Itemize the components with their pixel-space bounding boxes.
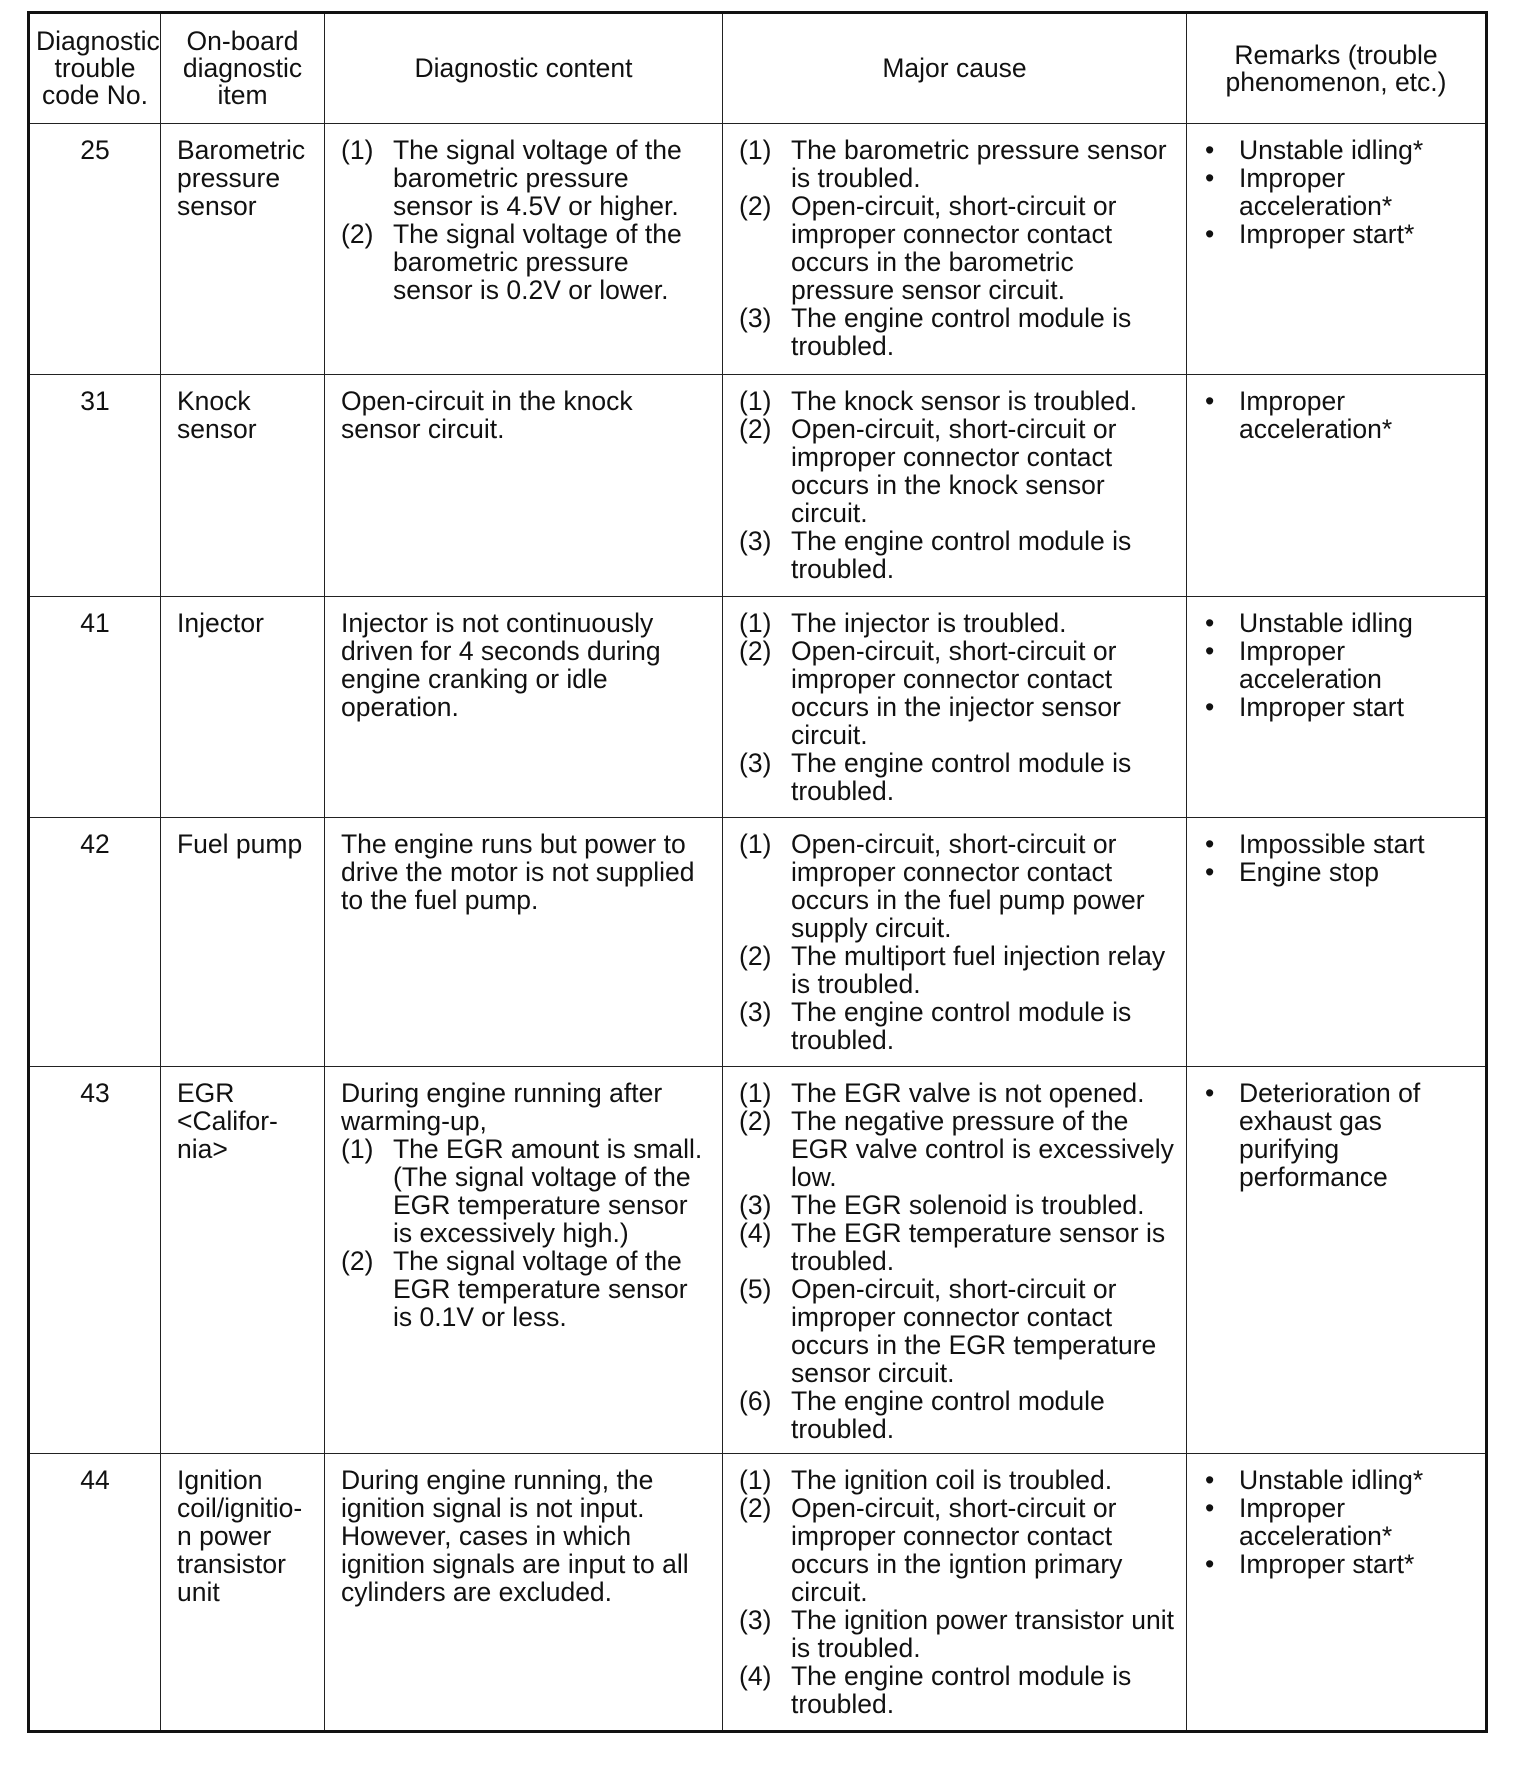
- remark-text: Improper acceleration*: [1239, 386, 1393, 444]
- remarks-cell: [1187, 1454, 1487, 1732]
- cause-item-text: The engine control module is troubled.: [791, 748, 1132, 806]
- content-item-text: The signal voltage of the barometric pressure sensor is 4.5V or higher.: [393, 135, 682, 221]
- content-item: [341, 220, 712, 304]
- code-cell: 44: [29, 1454, 161, 1732]
- remarks-cell: [1187, 818, 1487, 1067]
- content-intro: Injector is not continuously driven for 4 seconds during engine cranking or idle operation.: [341, 608, 661, 722]
- cause-item-number: (1): [739, 608, 772, 638]
- bullet-icon: •: [1205, 1493, 1215, 1523]
- cause-item-text: The engine control module is troubled.: [791, 303, 1132, 361]
- cause-item-number: (5): [739, 1274, 772, 1304]
- cause-item-text: The engine control module is troubled.: [791, 1661, 1132, 1719]
- cause-item-number: (2): [739, 636, 772, 666]
- content-cell: [325, 124, 723, 375]
- cause-item-text: The ignition coil is troubled.: [791, 1465, 1113, 1495]
- bullet-icon: •: [1205, 1549, 1215, 1579]
- remarks-cell: [1187, 124, 1487, 375]
- code-cell: 31: [29, 375, 161, 597]
- cause-item: [739, 1606, 1176, 1662]
- cause-item: [739, 1494, 1176, 1606]
- cause-item-text: Open-circuit, short-circuit or improper connector contact occurs in the fuel pump power supply circuit.: [791, 829, 1145, 943]
- cause-item-text: The EGR solenoid is troubled.: [791, 1190, 1145, 1220]
- bullet-icon: •: [1205, 163, 1215, 193]
- cause-item-number: (1): [739, 1078, 772, 1108]
- table-row: [29, 597, 1487, 818]
- remark-text: Improper acceleration*: [1239, 163, 1393, 221]
- bullet-icon: •: [1205, 219, 1215, 249]
- cause-item-number: (1): [739, 829, 772, 859]
- cause-item-text: The multiport fuel injection relay is troubled.: [791, 941, 1166, 999]
- content-item-number: (2): [341, 1246, 374, 1276]
- remark-text: Unstable idling: [1239, 608, 1413, 638]
- cause-item-number: (1): [739, 386, 772, 416]
- cause-item: [739, 1662, 1176, 1718]
- cause-item-number: (2): [739, 1493, 772, 1523]
- remarks-list: [1203, 1079, 1475, 1191]
- cause-item-text: Open-circuit, short-circuit or improper connector contact occurs in the injector sensor circuit.: [791, 636, 1121, 750]
- remark-item: [1203, 136, 1475, 164]
- cause-item: [739, 192, 1176, 304]
- table-row: [29, 124, 1487, 375]
- content-item-number: (2): [341, 219, 374, 249]
- cause-item-number: (2): [739, 1106, 772, 1136]
- content-item-number: (1): [341, 135, 374, 165]
- remarks-list: [1203, 387, 1475, 443]
- cause-cell: [723, 1067, 1187, 1454]
- header-item: On-board diagnostic item: [161, 13, 325, 124]
- cause-item: [739, 830, 1176, 942]
- bullet-icon: •: [1205, 692, 1215, 722]
- cause-item-number: (4): [739, 1661, 772, 1691]
- content-intro: Open-circuit in the knock sensor circuit.: [341, 386, 633, 444]
- cause-item-text: The injector is troubled.: [791, 608, 1067, 638]
- remark-text: Improper start*: [1239, 219, 1415, 249]
- remark-text: Engine stop: [1239, 857, 1379, 887]
- cause-item: [739, 304, 1176, 360]
- bullet-icon: •: [1205, 857, 1215, 887]
- cause-item-text: The EGR temperature sensor is troubled.: [791, 1218, 1166, 1276]
- remark-item: [1203, 693, 1475, 721]
- cause-item: [739, 1191, 1176, 1219]
- remark-item: [1203, 858, 1475, 886]
- bullet-icon: •: [1205, 636, 1215, 666]
- bullet-icon: •: [1205, 386, 1215, 416]
- remark-item: [1203, 830, 1475, 858]
- remark-item: [1203, 220, 1475, 248]
- cause-item: [739, 998, 1176, 1054]
- content-item-number: (1): [341, 1134, 374, 1164]
- content-item-text: The signal voltage of the barometric pressure sensor is 0.2V or lower.: [393, 219, 682, 305]
- remark-text: Impossible start: [1239, 829, 1425, 859]
- bullet-icon: •: [1205, 1078, 1215, 1108]
- cause-item-text: Open-circuit, short-circuit or improper connector contact occurs in the knock sensor circuit.: [791, 414, 1117, 528]
- content-cell: [325, 375, 723, 597]
- remarks-list: [1203, 830, 1475, 886]
- cause-item-number: (6): [739, 1386, 772, 1416]
- cause-item-number: (3): [739, 1605, 772, 1635]
- remarks-list: [1203, 1466, 1475, 1578]
- table-header-row: [29, 13, 1487, 124]
- cause-item: [739, 1387, 1176, 1443]
- cause-item-number: (3): [739, 1190, 772, 1220]
- cause-item-text: The engine control module is troubled.: [791, 997, 1132, 1055]
- cause-item-number: (2): [739, 191, 772, 221]
- remarks-cell: [1187, 597, 1487, 818]
- cause-item-number: (3): [739, 997, 772, 1027]
- item-cell: Ignition coil/ignitio-n power transistor unit: [161, 1454, 325, 1732]
- content-cell: [325, 1067, 723, 1454]
- cause-item: [739, 1107, 1176, 1191]
- content-item-list: [341, 1135, 712, 1331]
- bullet-icon: •: [1205, 1465, 1215, 1495]
- cause-item-text: The negative pressure of the EGR valve control is excessively low.: [791, 1106, 1174, 1192]
- remarks-list: [1203, 136, 1475, 248]
- remark-item: [1203, 164, 1475, 220]
- table-row: [29, 1067, 1487, 1454]
- content-cell: [325, 597, 723, 818]
- cause-item: [739, 1275, 1176, 1387]
- cause-item-text: The knock sensor is troubled.: [791, 386, 1138, 416]
- content-item: [341, 1135, 712, 1247]
- remark-item: [1203, 609, 1475, 637]
- cause-item-list: [739, 1466, 1176, 1718]
- cause-item: [739, 1466, 1176, 1494]
- cause-cell: [723, 375, 1187, 597]
- cause-item-number: (4): [739, 1218, 772, 1248]
- cause-item-number: (2): [739, 414, 772, 444]
- cause-item-number: (3): [739, 526, 772, 556]
- remarks-list: [1203, 609, 1475, 721]
- content-item-text: The EGR amount is small. (The signal voltage of the EGR temperature sensor is excessively high.): [393, 1134, 703, 1248]
- item-cell: Injector: [161, 597, 325, 818]
- bullet-icon: •: [1205, 829, 1215, 859]
- content-cell: [325, 818, 723, 1067]
- cause-item-number: (1): [739, 135, 772, 165]
- remark-item: [1203, 637, 1475, 693]
- remark-item: [1203, 1494, 1475, 1550]
- cause-cell: [723, 124, 1187, 375]
- cause-item-text: The ignition power transistor unit is troubled.: [791, 1605, 1174, 1663]
- cause-item-text: Open-circuit, short-circuit or improper connector contact occurs in the barometric pressure sensor circuit.: [791, 191, 1117, 305]
- cause-item-list: [739, 609, 1176, 805]
- remark-text: Improper acceleration: [1239, 636, 1382, 694]
- remark-item: [1203, 1550, 1475, 1578]
- cause-item: [739, 637, 1176, 749]
- cause-item-list: [739, 136, 1176, 360]
- cause-item-number: (1): [739, 1465, 772, 1495]
- cause-item-number: (3): [739, 303, 772, 333]
- cause-item: [739, 749, 1176, 805]
- cause-item: [739, 136, 1176, 192]
- content-item: [341, 136, 712, 220]
- content-item-text: The signal voltage of the EGR temperature sensor is 0.1V or less.: [393, 1246, 688, 1332]
- bullet-icon: •: [1205, 135, 1215, 165]
- bullet-icon: •: [1205, 608, 1215, 638]
- remarks-cell: [1187, 375, 1487, 597]
- remark-text: Deterioration of exhaust gas purifying performance: [1239, 1078, 1421, 1192]
- remark-item: [1203, 1079, 1475, 1191]
- cause-item-text: Open-circuit, short-circuit or improper connector contact occurs in the EGR temperature sensor circuit.: [791, 1274, 1157, 1388]
- cause-item-number: (2): [739, 941, 772, 971]
- code-cell: 41: [29, 597, 161, 818]
- cause-item-text: Open-circuit, short-circuit or improper connector contact occurs in the igntion primary circuit.: [791, 1493, 1123, 1607]
- item-cell: Barometric pressure sensor: [161, 124, 325, 375]
- cause-cell: [723, 1454, 1187, 1732]
- remark-text: Unstable idling*: [1239, 1465, 1424, 1495]
- cause-item: [739, 1219, 1176, 1275]
- content-intro: The engine runs but power to drive the motor is not supplied to the fuel pump.: [341, 829, 695, 915]
- code-cell: 43: [29, 1067, 161, 1454]
- content-intro: During engine running, the ignition signal is not input. However, cases in which ignition signals are input to all cylinders are excluded.: [341, 1465, 689, 1607]
- cause-item-text: The engine control module is troubled.: [791, 526, 1132, 584]
- cause-item: [739, 942, 1176, 998]
- cause-cell: [723, 597, 1187, 818]
- table-body: [29, 124, 1487, 1732]
- cause-item-list: [739, 830, 1176, 1054]
- content-item-list: [341, 136, 712, 304]
- table-row: [29, 375, 1487, 597]
- remarks-cell: [1187, 1067, 1487, 1454]
- header-content: Diagnostic content: [325, 13, 723, 124]
- header-cause: Major cause: [723, 13, 1187, 124]
- cause-item: [739, 527, 1176, 583]
- content-cell: [325, 1454, 723, 1732]
- remark-text: Unstable idling*: [1239, 135, 1424, 165]
- content-intro: During engine running after warming-up,: [341, 1078, 663, 1136]
- remark-item: [1203, 1466, 1475, 1494]
- cause-item: [739, 1079, 1176, 1107]
- remark-text: Improper start: [1239, 692, 1404, 722]
- cause-item: [739, 609, 1176, 637]
- header-code: Diagnostic trouble code No.: [29, 13, 161, 124]
- remark-text: Improper start*: [1239, 1549, 1415, 1579]
- code-cell: 42: [29, 818, 161, 1067]
- cause-item-text: The EGR valve is not opened.: [791, 1078, 1145, 1108]
- code-cell: 25: [29, 124, 161, 375]
- table-row: [29, 1454, 1487, 1732]
- diagnostic-trouble-code-table: [27, 11, 1488, 1733]
- cause-item-list: [739, 1079, 1176, 1443]
- item-cell: Fuel pump: [161, 818, 325, 1067]
- cause-item-number: (3): [739, 748, 772, 778]
- cause-item: [739, 387, 1176, 415]
- header-remarks: Remarks (trouble phenomenon, etc.): [1187, 13, 1487, 124]
- table-row: [29, 818, 1487, 1067]
- item-cell: Knock sensor: [161, 375, 325, 597]
- cause-item-text: The engine control module troubled.: [791, 1386, 1105, 1444]
- remark-item: [1203, 387, 1475, 443]
- cause-item: [739, 415, 1176, 527]
- cause-item-list: [739, 387, 1176, 583]
- cause-item-text: The barometric pressure sensor is troubled.: [791, 135, 1167, 193]
- content-item: [341, 1247, 712, 1331]
- cause-cell: [723, 818, 1187, 1067]
- remark-text: Improper acceleration*: [1239, 1493, 1393, 1551]
- item-cell: EGR <Califor-nia>: [161, 1067, 325, 1454]
